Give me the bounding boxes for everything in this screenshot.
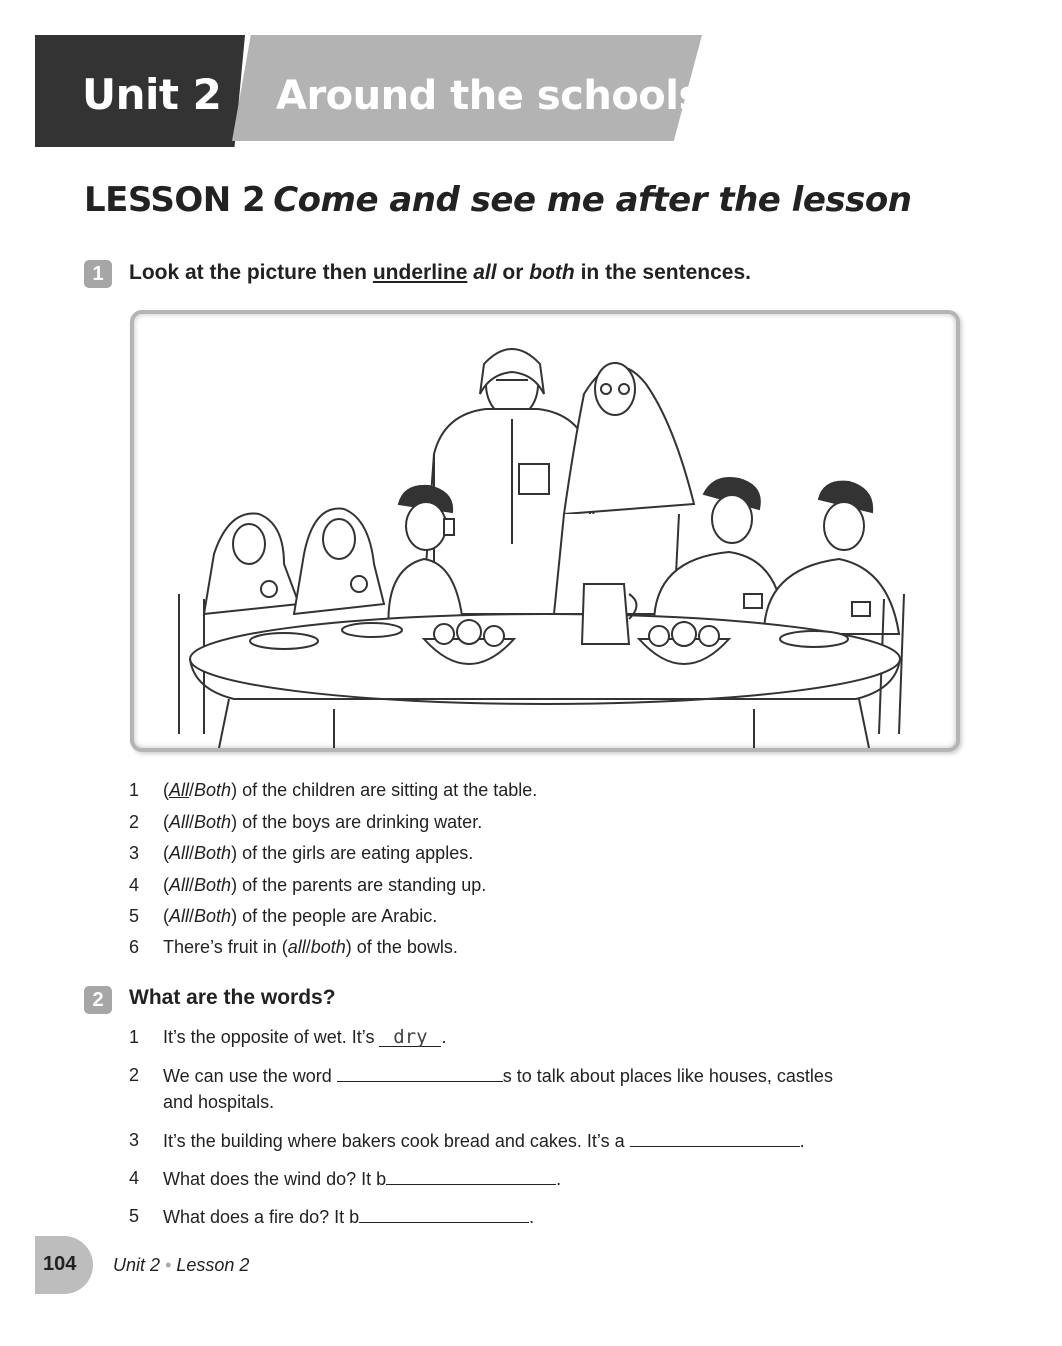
choice-slash: / [189, 875, 195, 895]
answer-blank[interactable] [359, 1206, 529, 1223]
question-end: . [441, 1027, 447, 1047]
choice-slash: / [189, 843, 195, 863]
instruction-text-end: in the sentences. [574, 261, 751, 284]
item-number: 1 [129, 780, 140, 800]
lesson-title: Come and see me after the lesson [273, 180, 912, 220]
boy-figure-right [764, 482, 899, 634]
paren-close: ) [231, 843, 238, 863]
instruction-text: Look at the picture then [129, 261, 373, 284]
unit-label: Unit 2 [82, 70, 222, 119]
question-start: What does the wind do? It b [163, 1169, 387, 1189]
family-eating-illustration [130, 310, 960, 752]
question-number: 3 [129, 1130, 140, 1150]
question-number: 5 [129, 1206, 140, 1226]
paren-open: ( [163, 843, 169, 863]
question-start: It’s the opposite of wet. It’s [163, 1027, 380, 1047]
choice-all-underlined[interactable]: All [169, 780, 190, 800]
item-number: 6 [129, 937, 140, 957]
instruction-all-word: all [473, 261, 497, 284]
girl-figure-second [294, 509, 384, 614]
exercise-1-badge: 1 [84, 260, 112, 288]
answer-blank-filled[interactable]: dry [379, 1028, 441, 1047]
item-sentence [163, 812, 482, 833]
choice-both[interactable]: Both [194, 812, 232, 832]
question-end: . [529, 1207, 535, 1227]
illustration-drawing [134, 314, 956, 748]
choice-both[interactable]: Both [194, 780, 232, 800]
question-number: 2 [129, 1065, 140, 1085]
paren-close: ) [231, 812, 238, 832]
instruction-both-word: both [529, 261, 575, 284]
page-number: 104 [43, 1253, 77, 1275]
sentence-rest: of the girls are eating apples. [237, 843, 474, 863]
choice-slash: / [189, 812, 195, 832]
question-text [163, 1168, 561, 1190]
choice-all[interactable]: All [169, 875, 190, 895]
question-text [163, 1206, 534, 1228]
paren-open: ( [163, 906, 169, 926]
sentence-rest: of the parents are standing up. [237, 875, 487, 895]
answer-blank[interactable] [337, 1065, 503, 1082]
exercise-2-title: What are the words? [129, 986, 336, 1009]
question-text [163, 1130, 805, 1152]
choice-slash: / [189, 780, 195, 800]
answer-blank[interactable] [386, 1168, 556, 1185]
choice-all[interactable]: All [169, 812, 190, 832]
question-start: What does a fire do? It b [163, 1207, 360, 1227]
question-continuation: and hospitals. [163, 1092, 275, 1112]
exercise-2-badge: 2 [84, 986, 112, 1014]
question-end: s to talk about places like houses, castles [502, 1066, 833, 1086]
answer-blank[interactable] [630, 1130, 800, 1147]
sentence-start: There’s fruit in ( [163, 937, 288, 957]
instruction-underline-word: underline [372, 261, 468, 284]
item-number: 4 [129, 875, 140, 895]
paren-open: ( [163, 875, 169, 895]
item-number: 3 [129, 843, 140, 863]
question-number: 4 [129, 1168, 140, 1188]
question-number: 1 [129, 1027, 140, 1047]
choice-both[interactable]: Both [194, 906, 232, 926]
lesson-number: LESSON 2 [84, 180, 266, 220]
item-sentence [163, 780, 537, 801]
instruction-or-word: or [496, 261, 530, 284]
paren-close: ) [231, 875, 238, 895]
paren-close: ) [231, 906, 238, 926]
paren-close: ) [231, 780, 238, 800]
choice-all[interactable]: all [287, 937, 306, 957]
item-number: 2 [129, 812, 140, 832]
girl-figure-left [204, 514, 299, 615]
item-sentence [163, 937, 458, 958]
question-start: We can use the word [163, 1066, 337, 1086]
question-end: . [799, 1131, 805, 1151]
footer-breadcrumb [113, 1255, 249, 1276]
footer-separator: • [160, 1255, 177, 1275]
choice-both[interactable]: both [310, 937, 346, 957]
question-text [163, 1065, 833, 1087]
paren-open: ( [163, 780, 169, 800]
unit-title: Around the schools [276, 73, 702, 119]
choice-slash: / [189, 906, 195, 926]
choice-all[interactable]: All [169, 843, 190, 863]
choice-both[interactable]: Both [194, 843, 232, 863]
choice-all[interactable]: All [169, 906, 190, 926]
footer-lesson: Lesson 2 [176, 1255, 250, 1275]
paren-open: ( [163, 812, 169, 832]
item-number: 5 [129, 906, 140, 926]
lesson-heading [84, 180, 911, 220]
sentence-rest: of the people are Arabic. [237, 906, 438, 926]
choice-slash: / [305, 937, 311, 957]
exercise-1-instruction [129, 261, 751, 285]
question-text [163, 1027, 446, 1048]
question-start: It’s the building where bakers cook bread and cakes. It’s a [163, 1131, 630, 1151]
item-sentence [163, 906, 437, 927]
question-end: . [556, 1169, 562, 1189]
item-sentence [163, 875, 486, 896]
sentence-rest: ) of the bowls. [345, 937, 458, 957]
sentence-rest: of the children are sitting at the table. [237, 780, 538, 800]
choice-both[interactable]: Both [194, 875, 232, 895]
item-sentence [163, 843, 473, 864]
footer-unit: Unit 2 [113, 1255, 161, 1275]
sentence-rest: of the boys are drinking water. [237, 812, 483, 832]
